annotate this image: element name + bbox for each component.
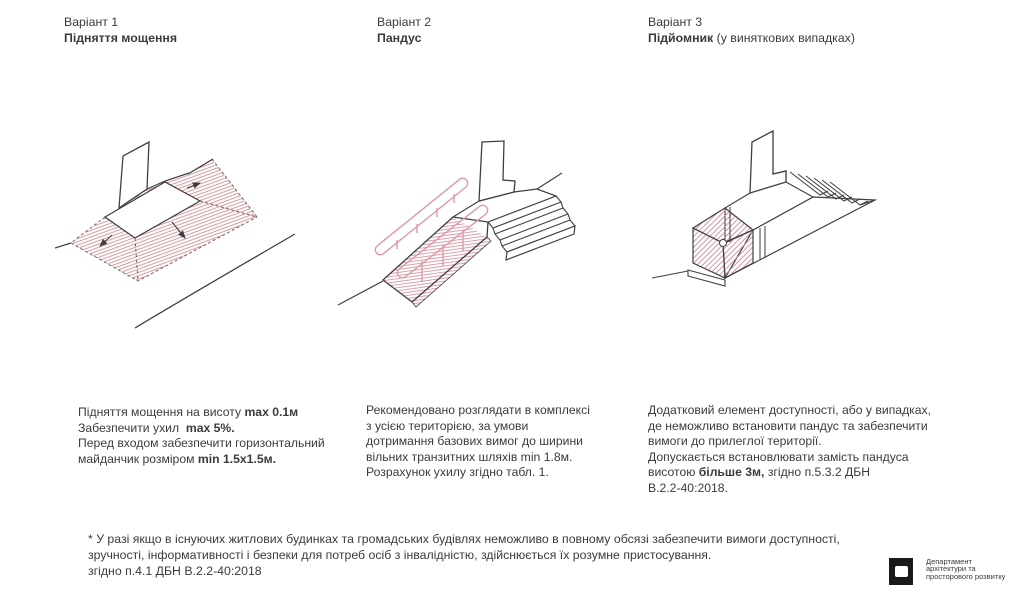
description-line — [366, 465, 631, 481]
description-line — [78, 405, 363, 421]
description-line — [648, 403, 968, 419]
ramp-diagram — [330, 120, 610, 340]
description-line — [648, 434, 968, 450]
logo-text-line: просторового розвитку — [926, 571, 1006, 581]
variant-2-header — [377, 14, 431, 46]
footnote — [88, 531, 868, 580]
description-segment: В.2.2-40:2018. — [648, 480, 728, 495]
variant-title-row — [648, 30, 855, 46]
description-segment: де неможливо встановити пандус та забезпечити — [648, 418, 928, 433]
description-line — [78, 452, 363, 468]
description-bold-segment: max 0.1м — [244, 405, 299, 419]
description-line — [366, 419, 631, 435]
description-segment: Підняття мощення на висоту — [78, 405, 245, 419]
variant-1-header — [64, 14, 177, 46]
description-line — [648, 481, 968, 497]
raised-paving-diagram — [55, 100, 335, 350]
description-line — [648, 450, 968, 466]
description-segment: Додатковий елемент доступності, або у випадках, — [648, 403, 932, 417]
logo-text-line: Департамент — [926, 557, 972, 566]
logo-inner-square — [895, 566, 908, 577]
variant-title: Пандус — [377, 31, 422, 45]
variant-3-description — [648, 403, 968, 497]
variant-title: Підняття мощення — [64, 31, 177, 45]
variant-title-row — [64, 30, 177, 46]
variant-label: Варіант 1 — [64, 15, 119, 29]
description-segment: з усією територією, за умови — [366, 418, 529, 433]
variant-title-suffix: (у виняткових випадках) — [713, 31, 855, 45]
department-logo — [889, 558, 1005, 585]
description-bold-segment: min 1.5x1.5м. — [197, 451, 277, 466]
variant-2-description — [366, 403, 631, 481]
description-segment: згідно п.5.3.2 ДБН — [764, 465, 871, 480]
lift-diagram — [640, 110, 920, 330]
logo-text-line: архітектури та — [926, 564, 976, 574]
description-segment: Допускається встановлювати замість пандуса — [648, 449, 909, 464]
variant-title: Підйомник — [648, 31, 714, 45]
description-bold-segment: більше 3м, — [698, 465, 765, 480]
description-segment: висотою — [648, 465, 699, 480]
description-line — [78, 421, 363, 437]
description-segment: вільних транзитних шляхів min 1.8м. — [366, 449, 573, 464]
footnote-line: згідно п.4.1 ДБН В.2.2-40:2018 — [88, 564, 262, 579]
variant-title-row — [377, 30, 431, 46]
logo-text — [926, 558, 1005, 580]
description-segment: Розрахунок ухилу згідно табл. 1. — [366, 465, 549, 480]
description-line — [366, 450, 631, 466]
footnote-line: зручності, інформативності і безпеки для потреб осіб з інвалідністю, здійснюється їх розумне пристосування. — [88, 548, 712, 563]
variant-3-header — [648, 14, 855, 46]
description-segment: Забезпечити ухил — [78, 420, 186, 435]
description-line — [78, 436, 363, 452]
description-line — [366, 403, 631, 419]
description-segment: майданчик розміром — [78, 451, 198, 466]
description-line — [648, 465, 968, 481]
description-segment: Перед входом забезпечити горизонтальний — [78, 436, 325, 451]
description-segment: Рекомендовано розглядати в комплексі — [366, 403, 590, 417]
footnote-line: * У разі якщо в існуючих житлових будинках та громадських будівлях неможливо в повному обсязі забезпечити вимоги доступності, — [88, 532, 840, 546]
variant-1-description — [78, 405, 363, 467]
variant-label: Варіант 2 — [377, 15, 432, 29]
description-line — [648, 419, 968, 435]
description-segment: вимоги до прилеглої території. — [648, 434, 822, 449]
description-segment: дотримання базових вимог до ширини — [366, 434, 583, 449]
description-line — [366, 434, 631, 450]
description-bold-segment: max 5%. — [185, 420, 235, 435]
variant-label: Варіант 3 — [648, 15, 703, 29]
logo-square-icon — [889, 558, 913, 585]
